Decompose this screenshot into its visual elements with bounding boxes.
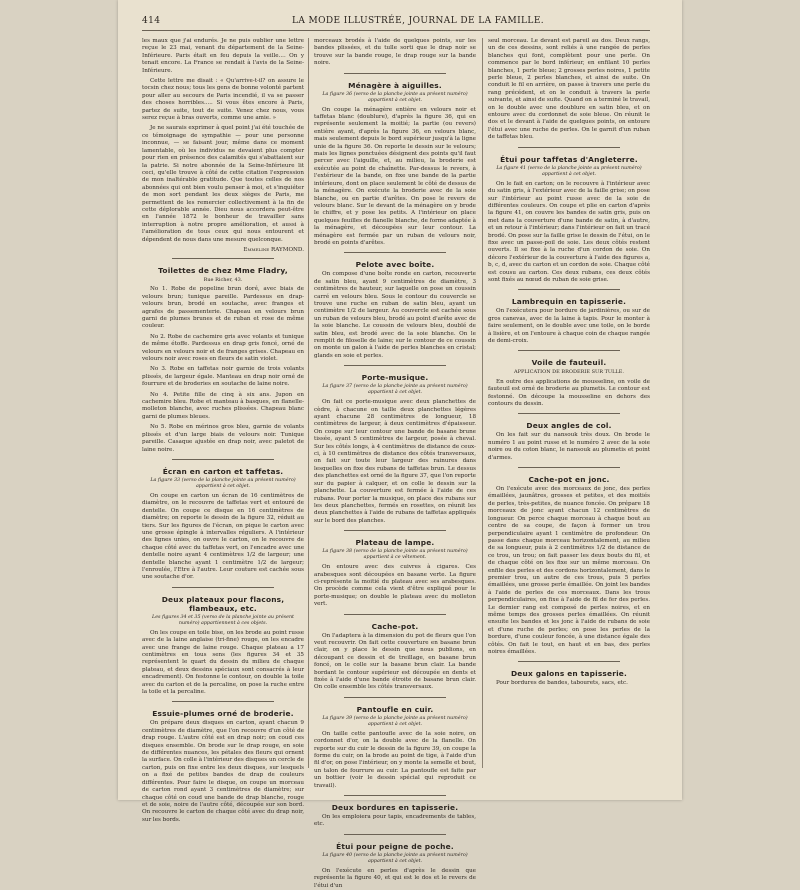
column-2 — [314, 38, 476, 889]
paragraph: On les emploiera pour tapis, encadrements de tables, etc. — [314, 814, 476, 828]
paragraph: On les fait sur du nansouk très doux. On brode le numéro 1 au point russe et le numéro 2 avec de la soie noire ou du coton blanc, le nansouk au plumetis et point d'armes. — [488, 432, 650, 461]
section-title: Voile de fauteuil. — [531, 358, 607, 368]
section-divider — [344, 530, 446, 531]
paragraph: No 3. Robe en taffetas noir garnie de trois volants plissés, de largeur égale. Manteau en drap noir orné de fourrure et de broderies en soutache de laine noire. — [142, 366, 304, 388]
paragraph: On l'exécute avec des morceaux de jonc, des perles émaillées, jaunâtres, grosses et petites, et des moitiés de perles, très-petites, de nuance foncée. On prépare 18 morceaux de jonc ayant chacun 12 centimètres de longueur. On perce chaque morceau à chaque bout au centre de sa coupe, de façon à former un trou perpendiculaire ayant 1 centimètre de profondeur. On passe dans chaque morceau horizontalement, au milieu de sa longueur, puis à 2 centimètres 1/2 de distance de ce trou, un trou; on fait passer les deux bouts du fil, et de chaque côté on les fixe sur un même morceau. On enfile des perles et des cordons horizontalement, dans le premier trou, un autre de ces trous, puis 5 perles émaillées, une grosse perle émaillée. On joint les bandes à l'aide de perles de ces morceaux. Dans les trous perpendiculaires, on fixe à l'aide de fil de fer des perles. Le dernier rang est composé de perles noires, et en même temps des grosses perles émaillées. On réunit ensuite les bandes et les jonc à l'aide de rubans de soie et d'une ruche de perles; on pose les perles de la bordure, d'une couleur foncée, à une distance égale des côtés. On fait le tout, en haut et en bas, des perles noires émaillées. — [488, 486, 650, 655]
paragraph: On fait ce porte-musique avec deux planchettes de cèdre, à chacune on taille deux planchettes légères ayant chacune 28 centimètres de longueur, 18 centimètres de largeur, à deux centimètres d'épaisseur. On coupe sur leur contour une bande de basane brune tissée, ayant 5 centimètres de largeur, posée à cheval. Sur les côtés longs, à 4 centimètres de distance de ceux-ci, à 10 centimètres de distance des côtés transversaux, on fait sur toute leur largeur des rainures dans lesquelles on fixe des rubans de taffetas brun. Le dessus des planchettes est orné de la figure 37, que l'on reporte sur du papier à calquer, et on colle le dessin sur la planchette. La couverture est fermée à l'aide de ces rubans. Pour porter la musique, on place des rubans sur les deux planchettes, fermés en rosettes, on réunit les deux planchettes à l'aide de rubans de taffetas appliqués sur le bord des planches. — [314, 399, 476, 524]
running-header — [142, 16, 650, 31]
author-signature: Emmeline RAYMOND. — [243, 246, 304, 253]
section-note: La figure 40 (verso de la planche jointe au présent numéro) appartient à cet objet. — [322, 852, 468, 864]
paragraph: On coupe en carton un écran de 16 centimètres de diamètre, on le recouvre de taffetas vert et entouré de dentelle. On coupe ce disque en 16 centimètres de diamètre; on reporte le dessin de la figure 32, réduit au tiers. Sur les figures de l'écran, on pique le carton avec une grosse épingle à intervalles réguliers. A l'intérieur des lignes unies, on ouvre le carton, on le recouvre de chaque côté avec du taffetas vert, on l'encadre avec une dentelle noire ayant 4 centimètres 1/2 de largeur; une dentelle blanche ayant 1 centimètre 1/2 de largeur; l'enroulée, l'Etre à l'autre. Leur couture est cachée sous une soutache d'or. — [142, 492, 304, 581]
section-divider — [172, 459, 274, 460]
paragraph: On les coupe en toile bise, on les brode au point russe avec de la laine anglaise (tri-fine) rouge, on les encadre avec une frange de laine rouge. Chaque plateau a 17 centimètres en tous sens (les figures 34 et 35 représentent le quart du dessin du milieu de chaque plateau, et deux dessins spéciaux sont consacrés à leur encadrement). On festonne le contour, on double la toile avec du carton et de la percaline, on pose la ruche entre la toile et la percaline. — [142, 629, 304, 696]
section-note: La figure 37 (verso de la planche jointe au présent numéro) appartient à cet objet. — [322, 384, 468, 396]
section-divider — [344, 697, 446, 698]
paragraph: les maux que j'ai endurés. Je ne puis oublier une lettre reçue le 23 mai, venant du département de la Seine-Inférieure. Paris était en feu depuis la veille.... On y tenait encore. La France se rendait à l'avis de la Seine-Inférieure. — [142, 38, 304, 74]
section-divider — [518, 350, 620, 351]
section-title: Deux plateaux pour flacons, flambeaux, etc. — [161, 594, 285, 613]
column-3 — [488, 38, 650, 778]
paragraph: Pour bordures de bandes, tabourets, sacs, etc. — [496, 680, 628, 687]
section-note: Les figures 34 et 35 (verso de la planche jointe au présent numéro) appartiennent à ces objets. — [152, 614, 294, 626]
section-title: Deux angles de col. — [526, 421, 612, 431]
section-divider — [344, 252, 446, 253]
section-divider — [344, 834, 446, 835]
section-title: Cache-pot en jonc. — [528, 475, 610, 485]
paragraph: On entoure avec des cuivres à cigares. Ces arabesques sont découpées en basane verte. La figure ci-représente la moitié du plateau avec ses arabesques. On procède comme cela vient d'être expliqué pour le porte-musique; on double le plateau avec du molleton vert. — [314, 564, 476, 608]
paragraph: No 5. Robe en mérinos gros bleu, garnie de volants plissés et d'un large biais de velours noir. Tunique pareille. Casaque ajustée en drap noir, avec paletot de laine noire. — [142, 424, 304, 453]
journal-page — [118, 0, 682, 889]
section-divider — [518, 467, 620, 468]
paragraph: Cette lettre me disait : « Qu'arrive-t-il? on assure le tocsin chez nous; tous les gens de bonne volonté partent pour aller au secours de Paris incendié, il va se passer des choses horribles..... Si vous êtes encore à Paris, partez de suite, tout de suite. Venez chez nous, vous serez reçue à bras ouverts, comme une amie. » — [142, 78, 304, 122]
paragraph: seul morceau. Le devant est pareil au dos. Deux rangs, un de ces dessins, sont reliés à une rangée de perles blanches qui font, complètent pour une perle. On commence par le bord inférieur, en enfilant 10 perles blanches, 1 perle bleue; 2 grosses perles noires, 1 petite perle bleue, 2 perles blanches, et ainsi de suite. On conduit le fil en arrière, on passe à travers une perle du rang précédent, et on le conduit à travers la perle suivante, et ainsi de suite. Quand on a terminé le travail, on le double avec une doublure en satin bleu, et on entoure avec du cordonnet de soie bleue. On réunit le dos et le devant à l'aide de quelques points, on entoure l'étui avec une ruche de perles. On le garnit d'un ruban de taffetas bleu. — [488, 38, 650, 141]
section-title: Toilettes de chez Mme Fladry, — [158, 265, 288, 275]
section-note: La figure 36 (verso de la planche jointe au présent numéro) appartient à cet objet. — [322, 91, 468, 103]
section-divider — [172, 587, 274, 588]
paragraph: On taille cette pantoufle avec de la soie noire, on cordonnet d'or, on la double avec de la flanelle. On reporte sur du cuir le dessin de la figure 39, on coupe la forme du cuir, on la brode au point de tige, à l'aide d'un fil d'or, on pose l'intérieur, on y monte la semelle et bout, un talon de fourrure au cuir. La pantoufle est faite par un bottier (voir le dessin spécial qui reproduit ce travail). — [314, 730, 476, 789]
section-divider — [172, 701, 274, 702]
section-title: Deux galons en tapisserie. — [510, 669, 628, 679]
section-divider — [518, 661, 620, 662]
column-rule — [482, 38, 483, 768]
paragraph: On l'exécute en perles d'après le dessin que représente la figure 40, et qui est le dos et le revers de l'étui d'un — [314, 867, 476, 889]
section-divider — [172, 258, 274, 259]
section-subtitle: Rue Richer, 43. — [203, 276, 243, 283]
section-title: Pantoufle en cuir. — [356, 704, 434, 714]
paragraph: On le fait en carton; on le recouvre à l'intérieur avec du satin gris, à l'extérieur avec de la faille grise; on pose sur l'intérieur au point russe avec de la soie de différentes couleurs. On coupe et plie en carton d'après la figure 41, on couvre les bandes de satin gris, puis on met dans la couverture d'une bande de satin, à d'autre, et un retour à l'intérieur; dans l'intérieur on fait un tracé brodé. On pose sur la faille grise le dessin de l'étui, on le fixe avec un passe-poil de soie. Les deux côtés restent ouverts. Il se fixe à la ruche d'un cordon de soie. On décore l'extérieur de la couverture à l'aide des figures a, b, c, d, avec du carton et un cordon de soie. Chaque côté est cousu au carton. Ces deux rubans, ces deux côtés sont fixés au nœud de ruban de soie grise. — [488, 180, 651, 283]
paragraph: On l'exécutera pour bordure de jardinières, ou sur de gros canevas, avec de la laine à tapis. Pour le monter à faire seulement, on le double avec une toile, on le borde à lisière, et on l'entoure à chaque coin de chaque rangée de demi-croix. — [488, 308, 650, 344]
paragraph: En outre des applications de mousseline, on voile de fauteuil est orné de broderie au plumetis. Le contour est festonné. On découpe la mousseline en dehors des contours du dessin. — [488, 378, 650, 408]
paragraph: morceaux brodés à l'aide de quelques points, sur les bandes plissées, et du tulle sorti que le drap noir se trouve sur la bande rouge, le drap rouge sur la bande noire. — [314, 38, 476, 67]
section-subtitle: APPLICATION DE BRODERIE SUR TULLE. — [513, 369, 625, 376]
section-title: Écran en carton et taffetas. — [162, 466, 284, 476]
section-title: Pelote avec boîte. — [355, 260, 435, 270]
paragraph: No 1. Robe de popeline brun doré, avec biais de velours brun; tunique pareille. Pardessus en drap-velours brun, brodé en soutache, avec franges et agrafes de passementerie. Chapeau en velours brun garni de plumes brunes et de ruban et rose de même couleur. — [142, 286, 304, 330]
paragraph: No 4. Petite fille de cinq à six ans. Jupon en cachemire bleu. Robe et manteau à basques, en flanelle-molleton blanche, avec ruches plissées. Chapeau blanc garni de plumes bleues. — [142, 391, 304, 420]
section-divider — [344, 614, 446, 615]
section-title: Essuie-plumes orné de broderie. — [152, 709, 294, 719]
journal-title: LA MODE ILLUSTRÉE, JOURNAL DE LA FAMILLE. — [292, 16, 545, 26]
section-title: Étui pour taffetas d'Angleterre. — [500, 154, 638, 164]
section-divider — [518, 147, 620, 148]
section-note: La figure 39 (verso de la planche jointe au présent numéro) appartient à cet objet. — [322, 715, 468, 727]
section-divider — [344, 73, 446, 74]
section-title: Plateau de lampe. — [355, 538, 435, 548]
paragraph: Je ne saurais exprimer à quel point j'ai été touchée de ce témoignage de sympathie — pour une personne inconnue, — se faisant jour, même dans ce moment lamentable, où les individus ne devaient plus compter pour rien en présence des calamités qui s'abattaient sur la patrie. Si notre abonnée de la Seine-Inférieure lit ceci, qu'elle trouve à côté de cette citation l'expression de mon inaltérable gratitude. Que toutes celles de nos abonnées qui ont bien voulu penser à moi, et s'inquiéter de mon sort pendant les deux sièges de Paris, me permettent de les remercier collectivement à la fin de cette déplorable année. Dieu nous accordera peut-être en l'année 1872 le bonheur de travailler sans interruption à notre propre amélioration, et aussi à l'amélioration de tous ceux qui nous entourent et dépendent de nous dans une mesure quelconque. — [142, 125, 304, 243]
paragraph: No 2. Robe de cachemire gris avec volants et tunique de même étoffe. Pardessus en drap gris foncé, orné de velours en velours noir et de franges grises. Chapeau en velours noir avec roses en fleurs de satin violet. — [142, 333, 304, 363]
section-title: Étui pour peigne de poche. — [336, 841, 454, 851]
paragraph: On prépare deux disques en carton, ayant chacun 9 centimètres de diamètre, que l'on recouvre d'un côté de drap rouge. L'autre côté est en drap noir; on coud ces disques ensemble. On brode sur le drap rouge, en soie de différentes nuances, les pétales des fleurs qui ornent la surface. On colle à l'intérieur des disques un cercle de carton, puis on fixe entre les deux disques, sur lesquels on a fixé de petites bandes de drap de couleurs différentes. Pour faire le disque, on coupe un morceau de carton rond ayant 3 centimètres de diamètre; sur chaque côté on coud une bande de drap blanche, rouge et de soie, noire de l'autre côté, découpée sur son bord. On recouvre le carton de chaque côté avec du drap noir, sur les bords. — [142, 720, 304, 823]
column-rule — [308, 38, 309, 768]
page-number: 414 — [142, 16, 161, 26]
section-divider — [518, 289, 620, 290]
paragraph: On compose d'une boîte ronde en carton, recouverte de satin bleu, ayant 9 centimètres de diamètre, 3 centimètres de hauteur, sur laquelle on pose un coussin carré en velours bleu. Sous le contour du couvercle se trouve une ruche en ruban de satin bleu, ayant un centimètre 1/2 de largeur. Au couvercle est cachée sous un ruban de velours bleu, brodé au point d'arête avec de la soie blanche. Le coussin de velours bleu, doublé de satin bleu, est brodé avec de la soie blanche. On le remplit de filoselle de laine; sur le contour de ce coussin on monte un galon à l'aide de perles blanches en cristal; glands en soie et perles. — [314, 271, 476, 359]
section-title: Cache-pot. — [371, 621, 419, 631]
column-1 — [142, 38, 304, 823]
section-title: Lambrequin en tapisserie. — [511, 297, 627, 307]
section-title: Porte-musique. — [361, 373, 429, 383]
section-title: Deux bordures en tapisserie. — [331, 803, 459, 813]
section-divider — [344, 365, 446, 366]
paragraph: On l'adaptera à la dimension du pot de fleurs que l'on veut recouvrir. On fait cette couverture en basane brun clair, on y place le dessin que nous publions, en découpant ce dessin et de treillage, en basane brun foncé, on le colle sur la basane brun clair. La bande bordant le contour supérieur est découpée en dents et fixée à l'aide d'une bande étroite de basane brun clair. On colle ensemble les côtés transversaux. — [314, 632, 476, 691]
paragraph: On coupe la ménagère entière en velours noir et taffetas blanc (doublure), d'après la figure 36, qui en représente seulement la moitié; la partie (ou revers) entière ayant, d'après la figure 36, en velours blanc, mais seulement depuis le bord supérieur jusqu'à la ligne unie de la figure 36. On reporte le dessin sur le velours; mais les lignes ponctuées désignent des points qu'il faut percer avec l'aiguille, et, au milieu, la broderie est exécutée au point de chaînette. Par-dessus le revers, à l'extérieur de la bande, on fixe une bande de la partie intérieure, dont on place seulement le côté de dessus de la ménagère. On exécute la broderie avec de la soie blanche, ou en partie d'arêtes. On pose le revers de velours blanc. Sur le devant de la ménagère on y brode le chiffre, et y pose les petits. A l'intérieur on place quelques feuilles de flanelle blanche, de forme adaptée à la ménagère, et découpées sur leur contour. La ménagère est fermée par un ruban de velours noir, brodé en points d'arêtes. — [314, 106, 476, 246]
section-title: Ménagère à aiguilles. — [348, 80, 442, 90]
section-divider — [518, 413, 620, 414]
section-note: La figure 33 (verso de la planche jointe au présent numéro) appartient à cet objet. — [150, 477, 296, 489]
section-note: La figure 38 (verso de la planche jointe au présent numéro) appartient à ce vêtement. — [322, 549, 468, 561]
section-note: La figure 41 (verso de la planche jointe au présent numéro) appartient à cet objet. — [496, 165, 642, 177]
section-divider — [344, 795, 446, 796]
